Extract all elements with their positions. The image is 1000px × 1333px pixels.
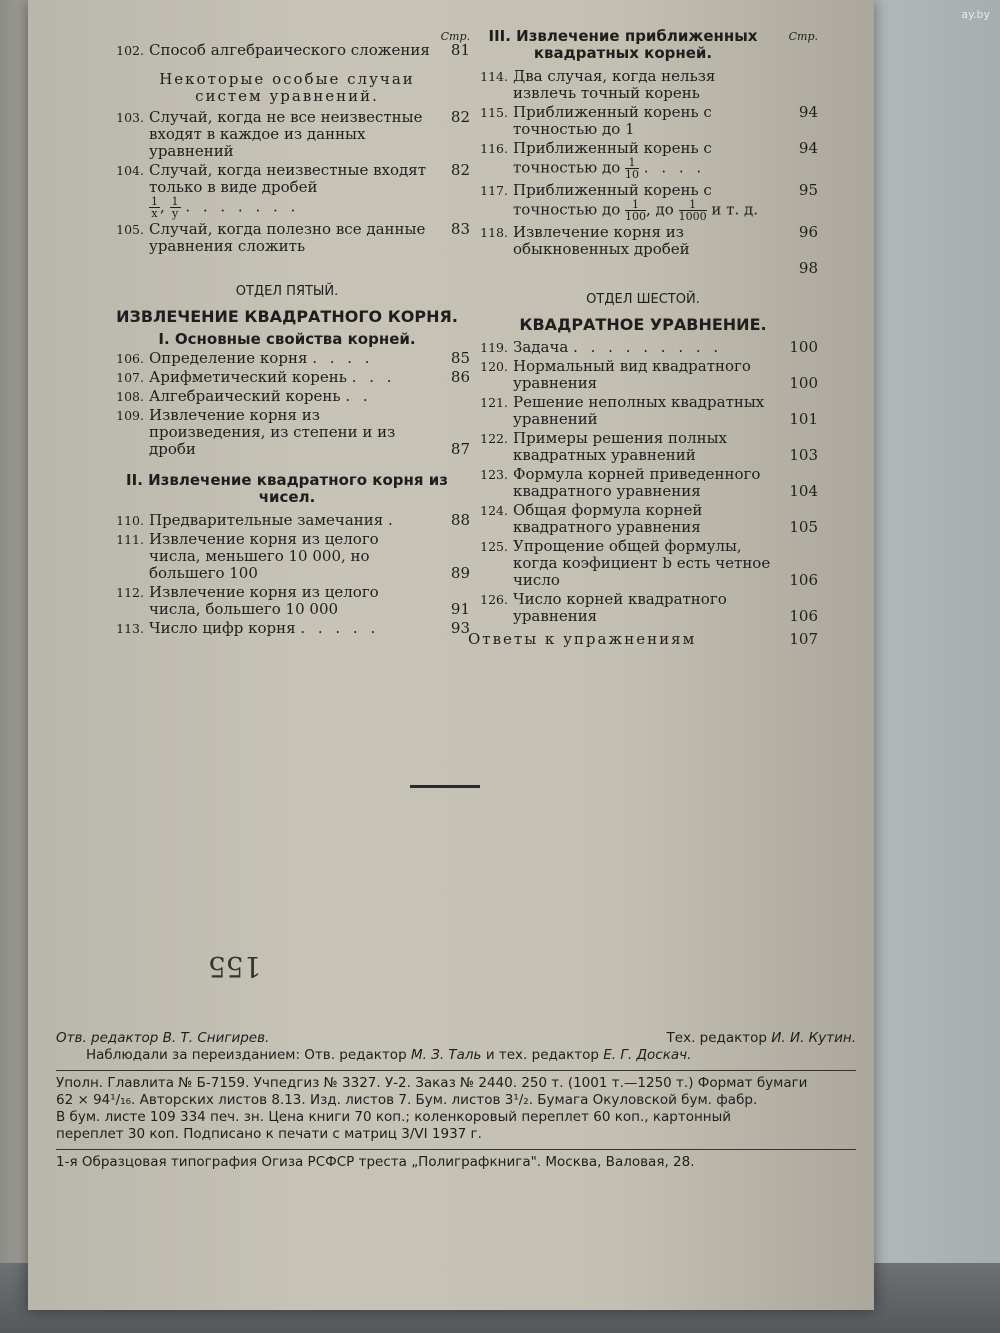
fraction [625, 157, 639, 180]
entry-number: 106. [116, 351, 144, 366]
fraction [625, 199, 646, 222]
tech-name: И. И. Кутин. [771, 1030, 856, 1046]
reissue-name: М. З. Таль [410, 1047, 482, 1063]
entry-page: 82 [450, 108, 470, 126]
entry-page: 107 [789, 630, 818, 648]
fraction-numerator: 1 [171, 195, 179, 208]
entry-number: 102. [116, 43, 144, 58]
entry-text-main: Приближенный корень с точностью до [513, 181, 712, 219]
entry-text: Случай, когда не все неизвестные входят в каждое из данных уравнений [149, 108, 423, 160]
entry-page: 95 [798, 181, 818, 199]
entry-number: 118. [480, 225, 508, 240]
toc-entry [104, 350, 470, 367]
imprint-line: Уполн. Главлита № Б-7159. Учпедгиз № 3327. У-2. Заказ № 2440. 250 т. (1001 т.—1250 т.) Формат бумаги [56, 1075, 808, 1091]
imprint-line: переплет 30 коп. Подписано к печати с матриц 3/VI 1937 г. [56, 1126, 482, 1142]
entry-text-main: Приближенный корень с точностью до [513, 139, 712, 177]
entry-page: 106 [789, 607, 818, 625]
entry-number: 108. [116, 389, 144, 404]
toc-entry [104, 221, 470, 255]
toc-entry [468, 394, 818, 428]
entry-text-connector: , до [646, 200, 674, 219]
entry-text: Извлечение корня из целого числа, большего 10 000 [149, 583, 379, 618]
entry-text: Число цифр корня . . . . . [149, 619, 380, 637]
toc-entry [104, 620, 470, 637]
entry-text: Арифметический корень . . . [149, 368, 396, 386]
watermark: ay.by [961, 8, 990, 21]
imprint-reissue [56, 1047, 856, 1064]
toc-entry [104, 407, 470, 458]
imprint-divider [56, 1070, 856, 1071]
toc-entry [468, 538, 818, 589]
toc-entry-page-only [468, 260, 818, 277]
fraction [149, 196, 160, 219]
part-title-row [468, 28, 818, 66]
imprint-printer: 1-я Образцовая типография Огиза РСФСР треста „Полиграфкнига". Москва, Валовая, 28. [56, 1154, 695, 1170]
toc-entry [468, 140, 818, 180]
entry-page: 85 [450, 349, 470, 367]
entry-text: Нормальный вид квадратного уравнения [513, 357, 751, 392]
entry-page: 87 [450, 440, 470, 458]
entry-text-tail: и т. д. [711, 200, 758, 219]
handwritten-number: 155 [208, 950, 262, 983]
entry-text: Формула корней приведенного квадратного уравнения [513, 465, 761, 500]
section-title: ИЗВЛЕЧЕНИЕ КВАДРАТНОГО КОРНЯ. [116, 307, 458, 326]
entry-page: 93 [450, 619, 470, 637]
fraction-numerator: 1 [151, 195, 158, 208]
imprint-line: 62 × 94¹/₁₆. Авторских листов 8.13. Изд. листов 7. Бум. листов 3¹/₂. Бумага Окуловской бум. фабр. [56, 1092, 758, 1108]
entry-page: 106 [789, 571, 818, 589]
entry-page: 103 [789, 446, 818, 464]
toc-entry [104, 162, 470, 219]
entry-text-main: Предварительные замечания [149, 511, 384, 529]
entry-page: 94 [798, 103, 818, 121]
entry-number: 115. [480, 105, 508, 120]
entry-text: Извлечение корня из обыкновенных дробей [513, 223, 690, 258]
entry-number: 113. [116, 621, 144, 636]
entry-page: 91 [450, 600, 470, 618]
entry-text: Случай, когда неизвестные входят только в виде дробей $\frac{1}{x}$ , $\frac{1}{y}$ . . . . . . . [149, 161, 427, 220]
entry-text-main: Число цифр корня [149, 619, 296, 637]
toc-entry [104, 531, 470, 582]
entry-text: Приближенный корень с точностью до $\frac{1}{10}$ . . . . [513, 139, 712, 181]
entry-number: 107. [116, 370, 144, 385]
entry-page: 94 [798, 139, 818, 157]
section-label: ОТДЕЛ ШЕСТОЙ. [586, 292, 700, 307]
entry-page: 89 [450, 564, 470, 582]
toc-entry [104, 584, 470, 618]
entry-text: Приближенный корень с точностью до 1 [513, 103, 712, 138]
fraction-denominator: y [171, 207, 179, 220]
editor-name: В. Т. Снигирев. [162, 1030, 270, 1046]
entry-number: 111. [116, 532, 144, 547]
entry-text: Решение неполных квадратных уравнений [513, 393, 765, 428]
toc-entry [468, 224, 818, 258]
entry-text: Определение корня . . . . [149, 349, 374, 367]
entry-text: Общая формула корней квадратного уравнения [513, 501, 703, 536]
subsection-heading: Некоторые особые случаи систем уравнений. [159, 70, 415, 105]
entry-number: 117. [480, 183, 508, 198]
entry-page: 100 [789, 374, 818, 392]
entry-text-main: Задача [513, 338, 569, 356]
entry-page: 101 [789, 410, 818, 428]
entry-page: 81 [450, 41, 470, 59]
entry-number: 116. [480, 141, 508, 156]
entry-number: 126. [480, 592, 508, 607]
fraction-denominator: 100 [625, 210, 647, 223]
end-rule [410, 785, 480, 788]
fraction-denominator: 1000 [678, 210, 707, 223]
toc-entry [468, 68, 818, 102]
entry-number: 125. [480, 539, 508, 554]
toc-entry [104, 369, 470, 386]
entry-number: 104. [116, 163, 144, 178]
entry-text: Способ алгебраического сложения [149, 41, 430, 59]
entry-text-main: Определение корня [149, 349, 308, 367]
entry-number: 110. [116, 513, 144, 528]
entry-page: 98 [798, 259, 818, 277]
section-title: КВАДРАТНОЕ УРАВНЕНИЕ. [519, 315, 767, 334]
toc-entry [468, 466, 818, 500]
editor-label: Отв. редактор [56, 1030, 159, 1046]
toc-entry [104, 388, 470, 405]
entry-page: 96 [798, 223, 818, 241]
fraction [170, 196, 181, 219]
toc-entry-answers [468, 631, 818, 648]
entry-text: Упрощение общей формулы, когда коэфициент b есть четное число [513, 537, 771, 589]
entry-number: 120. [480, 359, 508, 374]
imprint-block [56, 1030, 856, 1171]
toc-entry [468, 502, 818, 536]
entry-page: 105 [789, 518, 818, 536]
entry-page: 88 [450, 511, 470, 529]
entry-page: 86 [450, 368, 470, 386]
entry-number: 105. [116, 222, 144, 237]
entry-text: Примеры решения полных квадратных уравнений [513, 429, 728, 464]
entry-page: 104 [789, 482, 818, 500]
page-column-header: Стр. [440, 30, 470, 43]
section-label: ОТДЕЛ ПЯТЫЙ. [235, 284, 339, 299]
entry-number: 122. [480, 431, 508, 446]
toc-entry [104, 512, 470, 529]
entry-text: Извлечение корня из целого числа, меньшего 10 000, но большего 100 [149, 530, 379, 582]
entry-page: 100 [789, 338, 818, 356]
fraction [679, 199, 707, 222]
part-title-row [104, 331, 470, 348]
entry-text: Ответы к упражнениям [468, 630, 697, 648]
toc-entry [468, 182, 818, 222]
part-title: I. Основные свойства корней. [158, 330, 416, 348]
toc-entry [104, 42, 470, 59]
entry-text-main: Алгебраический корень [149, 387, 341, 405]
entry-page: 82 [450, 161, 470, 179]
tech-label: Тех. редактор [666, 1030, 767, 1046]
entry-number: 123. [480, 467, 508, 482]
toc-entry [468, 358, 818, 392]
imprint-editors [56, 1030, 856, 1047]
fraction-denominator: x [151, 207, 158, 220]
reissue-name: Е. Г. Доскач. [603, 1047, 692, 1063]
part-title: III. Извлечение приближенных квадратных корней. [488, 27, 758, 62]
entry-text [513, 182, 778, 222]
toc-entry [104, 109, 470, 160]
toc-entry [468, 430, 818, 464]
entry-page: 83 [450, 220, 470, 238]
entry-text: Алгебраический корень . . [149, 387, 372, 405]
fraction-numerator: 1 [625, 157, 639, 169]
entry-number: 112. [116, 585, 144, 600]
entry-text-main: Случай, когда неизвестные входят только в виде дробей [149, 161, 427, 196]
entry-text: Извлечение корня из произведения, из степени и из дроби [149, 406, 396, 458]
fraction-numerator: 1 [625, 199, 646, 211]
part-title: II. Извлечение квадратного корня из чисел. [126, 471, 448, 506]
toc-entry [468, 104, 818, 138]
reissue-label: Наблюдали за переизданием: Отв. редактор [86, 1047, 407, 1063]
entry-text: Предварительные замечания . [149, 511, 397, 529]
fraction-numerator: 1 [679, 199, 707, 211]
imprint-divider [56, 1149, 856, 1150]
entry-number: 114. [480, 69, 508, 84]
imprint-tech-editor [667, 1030, 856, 1047]
toc-left-column [104, 28, 470, 639]
entry-number: 119. [480, 340, 508, 355]
imprint-line: В бум. листе 109 334 печ. зн. Цена книги 70 коп.; коленкоровый переплет 60 коп., картонный [56, 1109, 732, 1125]
entry-text: Два случая, когда нельзя извлечь точный корень [513, 67, 716, 102]
entry-number: 109. [116, 408, 144, 423]
entry-number: 121. [480, 395, 508, 410]
entry-text: Случай, когда полезно все данные уравнения сложить [149, 220, 426, 255]
entry-number: 124. [480, 503, 508, 518]
toc-entry [468, 591, 818, 625]
fraction-denominator: 10 [625, 168, 640, 181]
reissue-mid: и тех. редактор [485, 1047, 599, 1063]
toc-right-column [468, 28, 818, 650]
page-column-header: Стр. [788, 30, 818, 43]
entry-text: Задача . . . . . . . . . [513, 338, 723, 356]
entry-text: Число корней квадратного уравнения [513, 590, 727, 625]
book-page [28, 0, 874, 1310]
toc-entry [468, 339, 818, 356]
imprint-editor [56, 1030, 269, 1047]
entry-text-main: Арифметический корень [149, 368, 347, 386]
entry-number: 103. [116, 110, 144, 125]
